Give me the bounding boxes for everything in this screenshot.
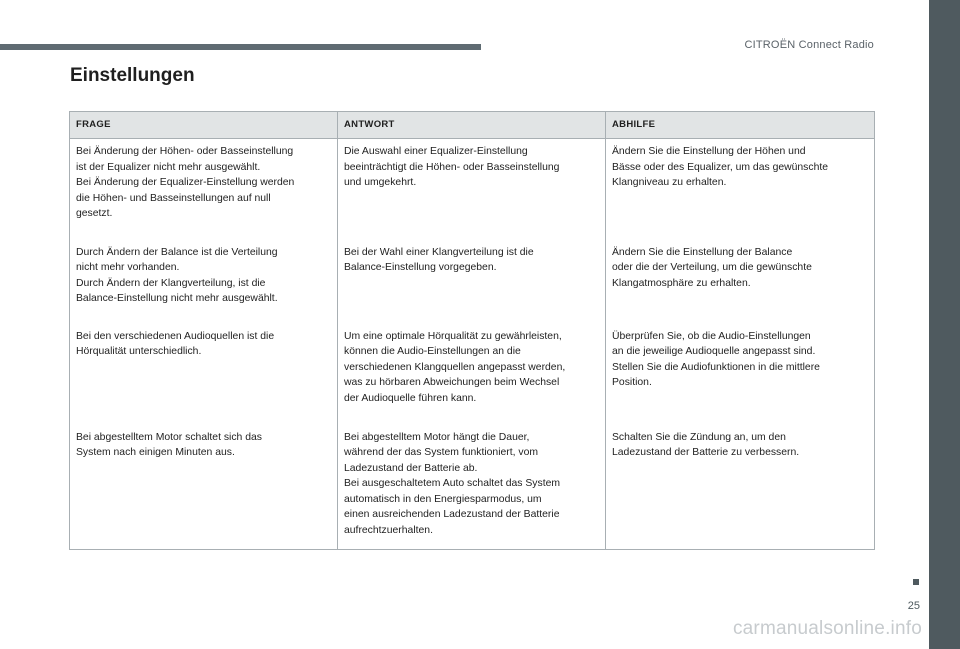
question-cell: Durch Ändern der Balance ist die Verteilung nicht mehr vorhanden. Durch Ändern der Klangverteilung, ist die Balance-Einstellung nicht mehr ausgewählt. bbox=[70, 240, 338, 324]
column-header-question: FRAGE bbox=[70, 112, 338, 139]
remedy-cell: Überprüfen Sie, ob die Audio-Einstellungen an die jeweilige Audioquelle angepasst sind. Stellen Sie die Audiofunktionen in die mittlere Position. bbox=[606, 324, 875, 425]
remedy-cell: Ändern Sie die Einstellung der Höhen und Bässe oder des Equalizer, um das gewünschte Klangniveau zu erhalten. bbox=[606, 139, 875, 240]
remedy-cell: Ändern Sie die Einstellung der Balance oder die der Verteilung, um die gewünschte Klangatmosphäre zu erhalten. bbox=[606, 240, 875, 324]
answer-cell: Bei abgestelltem Motor hängt die Dauer, während der das System funktioniert, vom Ladezustand der Batterie ab. Bei ausgeschaltetem Auto schaltet das System automatisch in den Energiesparmodus, um einen ausreichenden Ladezustand der Batterie aufrechtzuerhalten. bbox=[338, 425, 606, 550]
side-band bbox=[929, 0, 960, 649]
table-header-row bbox=[70, 112, 875, 139]
answer-cell: Um eine optimale Hörqualität zu gewährleisten, können die Audio-Einstellungen an die verschiedenen Klangquellen angepasst werden, was zu hörbaren Abweichungen beim Wechsel der Audioquelle führen kann. bbox=[338, 324, 606, 425]
troubleshooting-table bbox=[69, 111, 875, 550]
answer-cell: Die Auswahl einer Equalizer-Einstellung beeinträchtigt die Höhen- oder Basseinstellung und umgekehrt. bbox=[338, 139, 606, 240]
question-cell: Bei Änderung der Höhen- oder Basseinstellung ist der Equalizer nicht mehr ausgewählt. Bei Änderung der Equalizer-Einstellung werden die Höhen- und Basseinstellungen auf null gesetzt. bbox=[70, 139, 338, 240]
table-row bbox=[70, 425, 875, 550]
question-cell: Bei abgestelltem Motor schaltet sich das System nach einigen Minuten aus. bbox=[70, 425, 338, 550]
column-header-remedy: ABHILFE bbox=[606, 112, 875, 139]
watermark: carmanualsonline.info bbox=[732, 618, 922, 639]
page-marker bbox=[913, 579, 919, 585]
remedy-cell: Schalten Sie die Zündung an, um den Ladezustand der Batterie zu verbessern. bbox=[606, 425, 875, 550]
header-rule bbox=[0, 44, 481, 50]
answer-cell: Bei der Wahl einer Klangverteilung ist die Balance-Einstellung vorgegeben. bbox=[338, 240, 606, 324]
brand-title: CITROËN Connect Radio bbox=[744, 39, 874, 51]
table-row bbox=[70, 139, 875, 240]
page-number: 25 bbox=[907, 600, 920, 612]
question-cell: Bei den verschiedenen Audioquellen ist die Hörqualität unterschiedlich. bbox=[70, 324, 338, 425]
table-row bbox=[70, 240, 875, 324]
column-header-answer: ANTWORT bbox=[338, 112, 606, 139]
page-title: Einstellungen bbox=[70, 65, 195, 86]
table-row bbox=[70, 324, 875, 425]
